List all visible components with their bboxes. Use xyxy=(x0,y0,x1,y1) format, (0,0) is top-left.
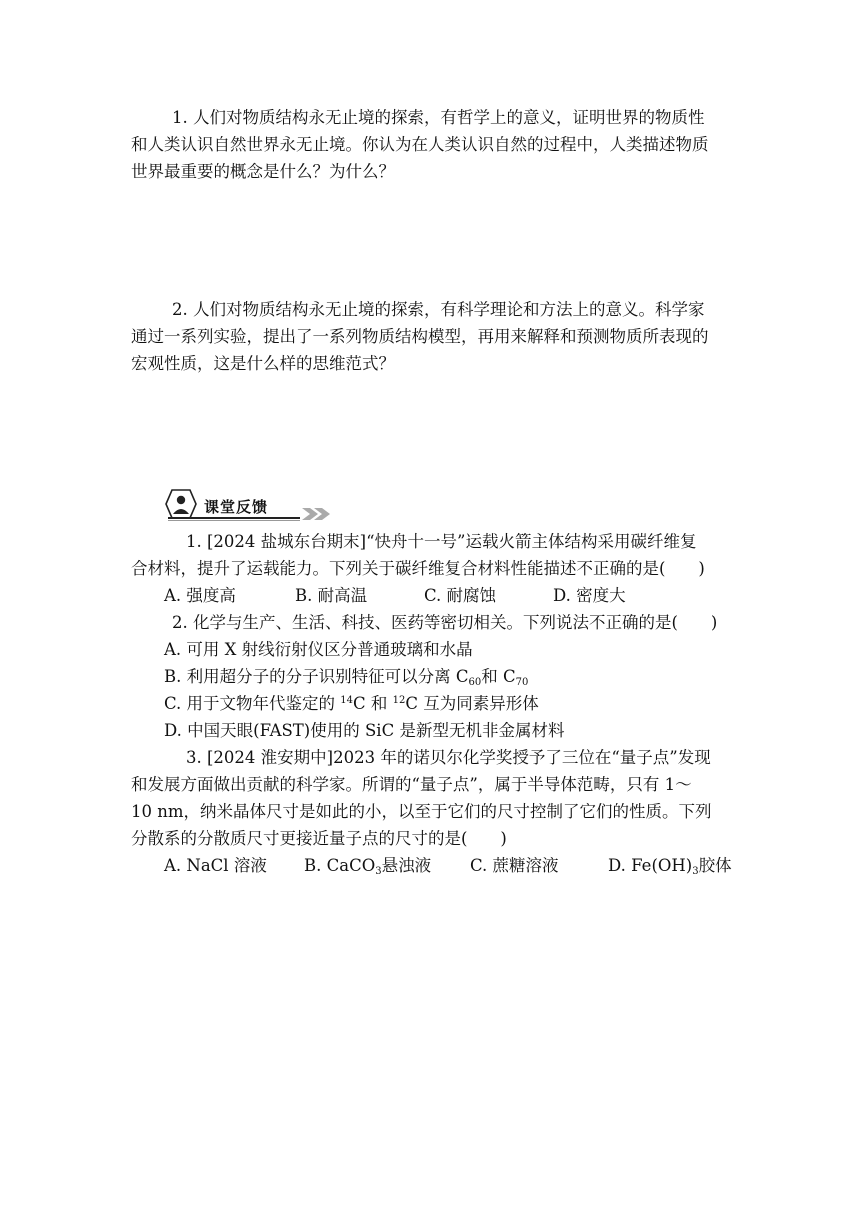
feedback-q1-line1: 1. [2024 盐城东台期末]“快舟十一号”运载火箭主体结构采用碳纤维复 xyxy=(186,532,697,551)
feedback-q2-option-b: B. 利用超分子的分子识别特征可以分离 $C_{60}$和 $C_{70}$ xyxy=(164,667,529,688)
feedback-q1-option-c: C. 耐腐蚀 xyxy=(424,586,497,605)
feedback-q3-line2: 和发展方面做出贡献的科学家。所谓的“量子点”，属于半导体范畴，只有 1～ xyxy=(131,775,692,794)
feedback-q1-option-b: B. 耐高温 xyxy=(295,586,368,605)
section-banner xyxy=(162,486,338,522)
feedback-q3-option-d: D. $Fe(OH)_3$胶体 xyxy=(608,856,732,877)
feedback-q1-line2: 合材料，提升了运载能力。下列关于碳纤维复合材料性能描述不正确的是( ) xyxy=(131,559,705,578)
discussion-q2-line3: 宏观性质，这是什么样的思维范式？ xyxy=(131,354,395,373)
feedback-q3-line3: 10 nm，纳米晶体尺寸是如此的小，以至于它们的尺寸控制了它们的性质。下列 xyxy=(131,802,712,821)
feedback-q3-option-a: A. NaCl 溶液 xyxy=(164,856,267,875)
discussion-q1-line3: 世界最重要的概念是什么？为什么？ xyxy=(131,162,395,181)
discussion-q1-line2: 和人类认识自然世界永无止境。你认为在人类认识自然的过程中，人类描述物质 xyxy=(131,135,709,154)
feedback-q1-option-a: A. 强度高 xyxy=(164,586,236,605)
feedback-q3-line1: 3. [2024 淮安期中]2023 年的诺贝尔化学奖授予了三位在“量子点”发现 xyxy=(186,748,711,767)
discussion-q1-line1: 1. 人们对物质结构永无止境的探索，有哲学上的意义，证明世界的物质性 xyxy=(172,108,705,127)
discussion-q2-line1: 2. 人们对物质结构永无止境的探索，有科学理论和方法上的意义。科学家 xyxy=(172,300,705,319)
section-title: 课堂反馈 xyxy=(204,498,269,516)
discussion-q2-line2: 通过一系列实验，提出了一系列物质结构模型，再用来解释和预测物质所表现的 xyxy=(131,327,709,346)
feedback-q3-option-b: B. CaCO$_3$悬浊液 xyxy=(304,856,432,877)
feedback-q3-line4: 分散系的分散质尺寸更接近量子点的尺寸的是( ) xyxy=(131,829,507,848)
feedback-q3-option-c: C. 蔗糖溶液 xyxy=(470,856,559,875)
feedback-q2-option-a: A. 可用 X 射线衍射仪区分普通玻璃和水晶 xyxy=(164,640,473,659)
feedback-q2-option-d: D. 中国天眼(FAST)使用的 SiC 是新型无机非金属材料 xyxy=(164,721,565,740)
feedback-q1-option-d: D. 密度大 xyxy=(553,586,626,605)
feedback-q2-line1: 2. 化学与生产、生活、科技、医药等密切相关。下列说法不正确的是( ) xyxy=(172,613,718,632)
feedback-q2-option-c: C. 用于文物年代鉴定的 $^{14}$C 和 $^{12}$C 互为同素异形体 xyxy=(164,694,539,713)
